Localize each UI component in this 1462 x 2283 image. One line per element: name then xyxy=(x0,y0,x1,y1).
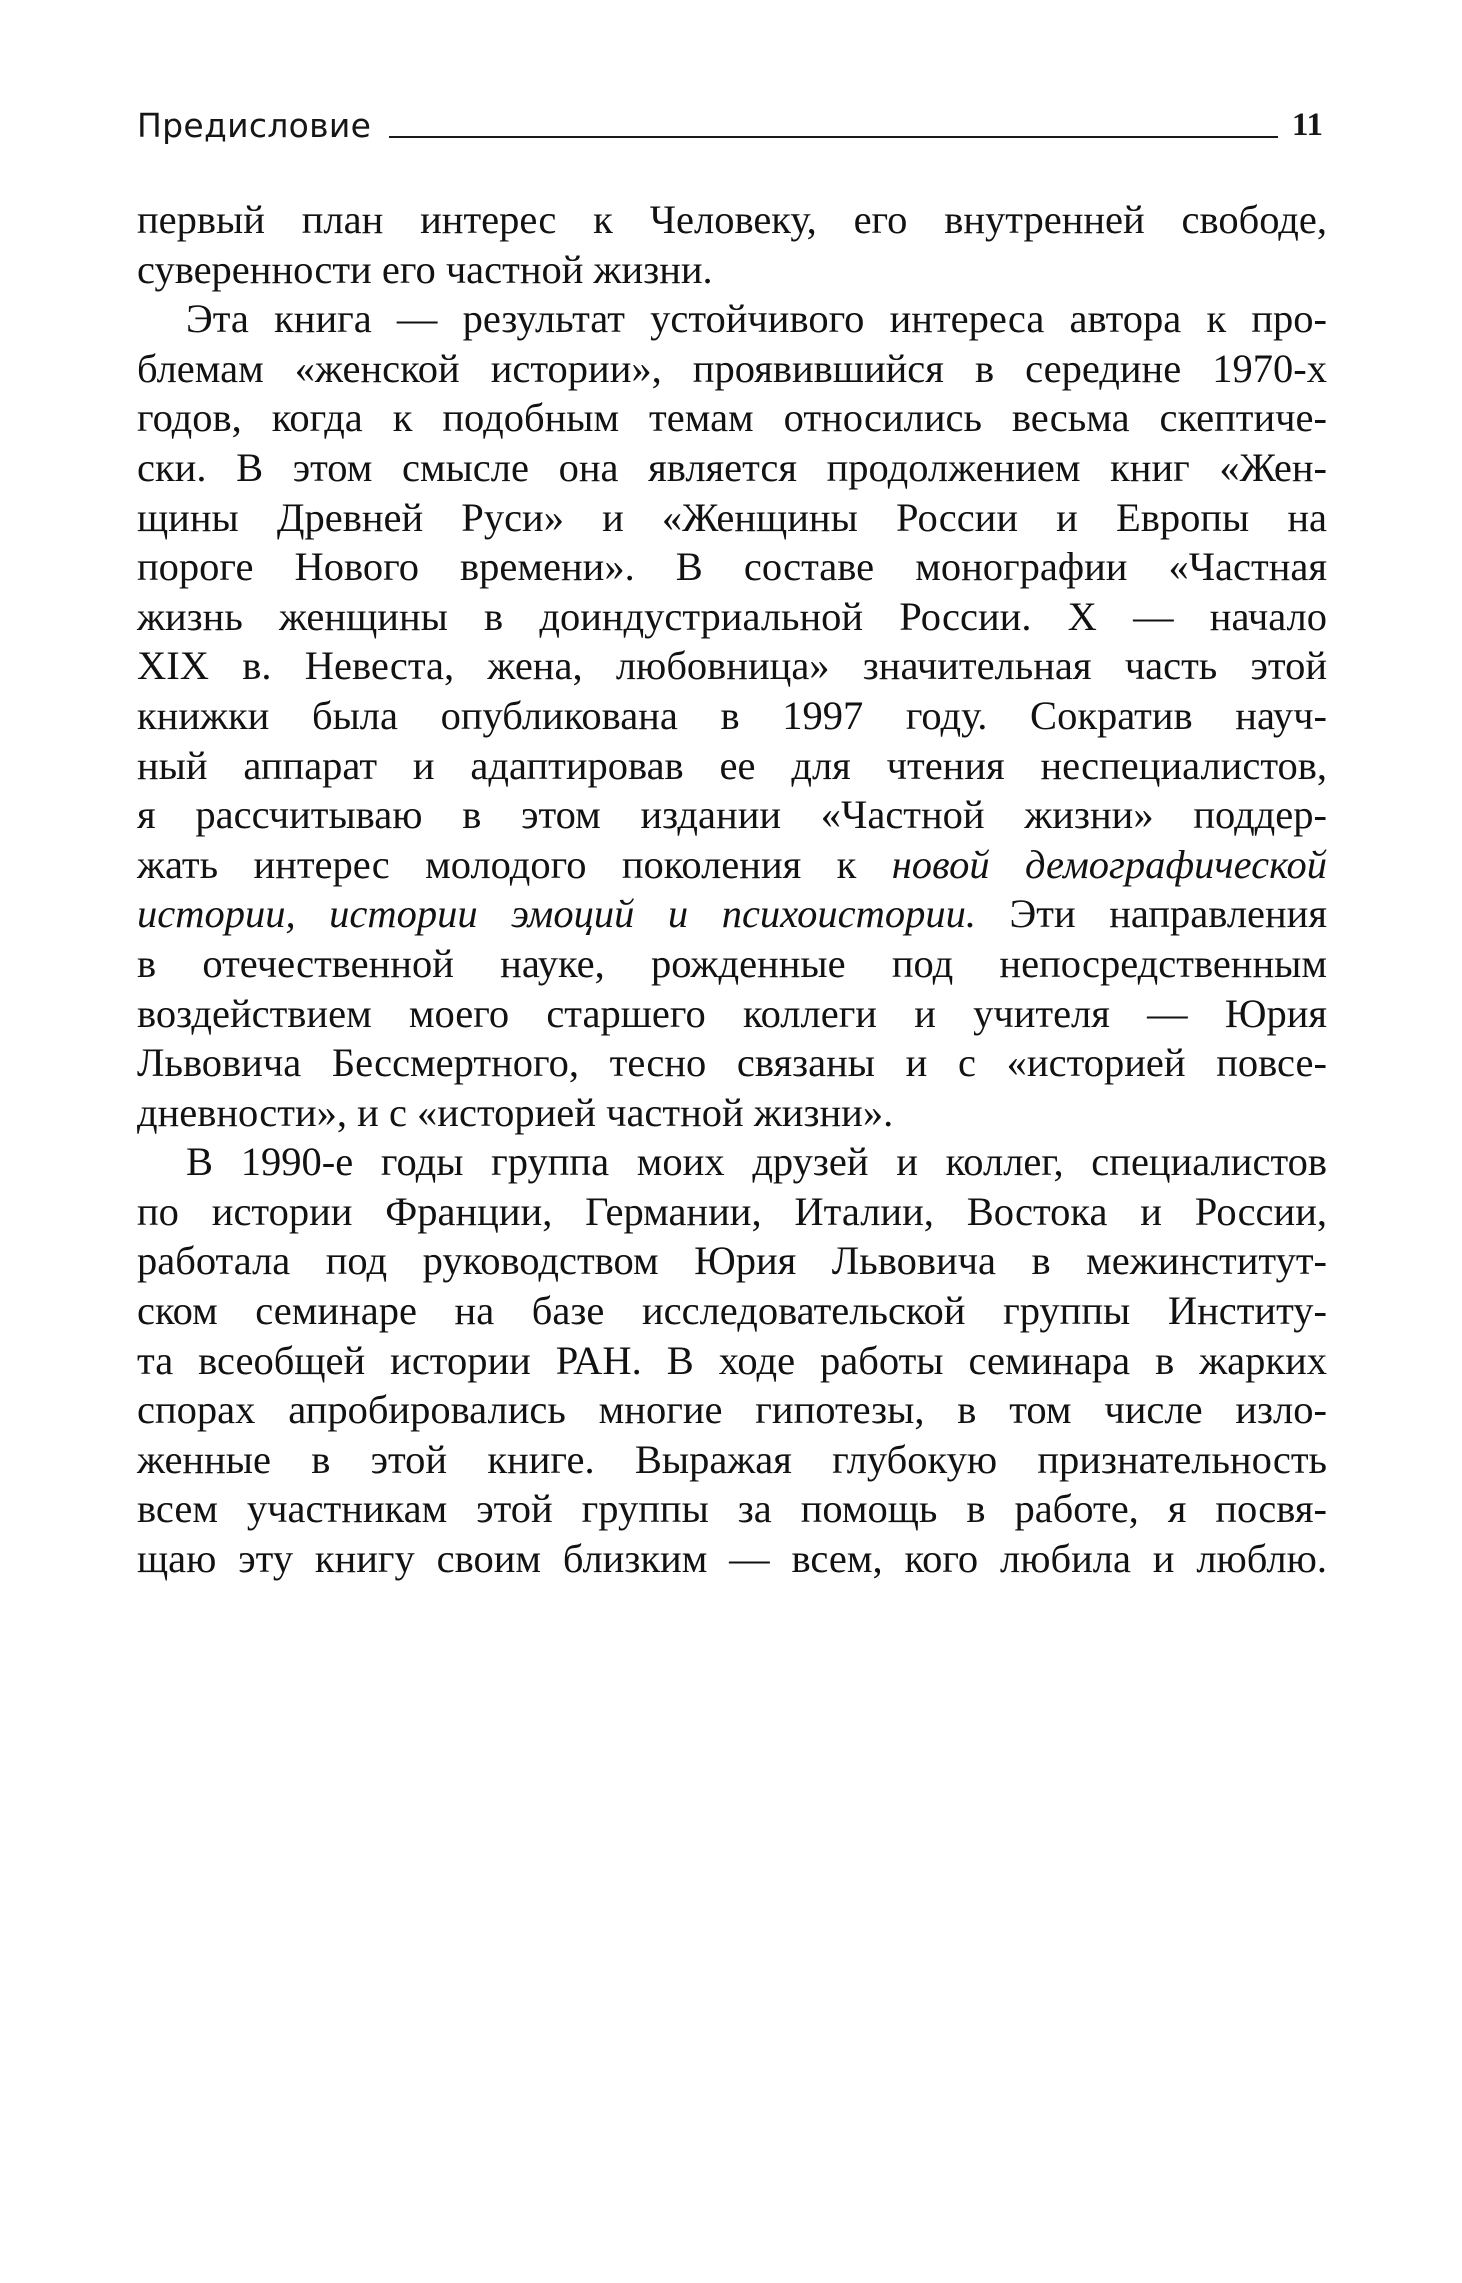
text-line: щаю эту книгу своим близким — всем, кого любила и люблю. xyxy=(137,1536,1327,1582)
text-line: В 1990-е годы группа моих друзей и коллег, специалистов xyxy=(186,1139,1327,1185)
header-rule xyxy=(389,136,1278,138)
text-line: ски. В этом смысле она является продолжением книг «Жен- xyxy=(137,444,1327,490)
text-line-mixed xyxy=(137,840,1327,890)
text-line: в отечественной науке, рожденные под непосредственным xyxy=(137,940,1327,986)
text-plain: жать интерес молодого поколения к xyxy=(137,841,892,887)
paragraph-3 xyxy=(137,1137,1327,1583)
running-header xyxy=(137,98,1323,144)
text-line: воздействием моего старшего коллеги и учителя — Юрия xyxy=(137,990,1327,1036)
body-text xyxy=(137,195,1327,1584)
running-title: Предисловие xyxy=(137,106,372,145)
text-line: Львовича Бессмертного, тесно связаны и с «историей повсе- xyxy=(137,1040,1327,1086)
text-line: Эта книга — результат устойчивого интереса автора к про- xyxy=(186,296,1327,342)
text-line: ный аппарат и адаптировав ее для чтения неспециалистов, xyxy=(137,742,1327,788)
text-line: работала под руководством Юрия Львовича в межинститут- xyxy=(137,1238,1327,1284)
text-line: блемам «женской истории», проявившийся в середине 1970-х xyxy=(137,345,1327,391)
text-line: я рассчитываю в этом издании «Частной жизни» поддер- xyxy=(137,792,1327,838)
text-plain: Эти направления xyxy=(976,891,1327,937)
text-line: суверенности его частной жизни. xyxy=(137,246,713,292)
text-line: щины Древней Руси» и «Женщины России и Европы на xyxy=(137,494,1327,540)
text-line: женные в этой книге. Выражая глубокую признательность xyxy=(137,1436,1327,1482)
text-italic: истории, истории эмоций и психоистории. xyxy=(137,891,976,937)
text-italic: новой демографической xyxy=(891,841,1327,887)
paragraph-1 xyxy=(137,195,1327,294)
text-line: первый план интерес к Человеку, его внутренней свободе, xyxy=(137,197,1327,242)
text-line: книжки была опубликована в 1997 году. Сократив науч- xyxy=(137,692,1327,738)
text-line: жизнь женщины в доиндустриальной России. X — начало xyxy=(137,593,1327,639)
paragraph-2 xyxy=(137,294,1327,1137)
text-line: та всеобщей истории РАН. В ходе работы семинара в жарких xyxy=(137,1337,1327,1383)
text-line: спорах апробировались многие гипотезы, в том числе изло- xyxy=(137,1387,1327,1433)
text-line: пороге Нового времени». В составе монографии «Частная xyxy=(137,544,1327,590)
text-line: по истории Франции, Германии, Италии, Востока и России, xyxy=(137,1188,1327,1234)
text-line: ском семинаре на базе исследовательской группы Институ- xyxy=(137,1288,1327,1334)
text-line: всем участникам этой группы за помощь в работе, я посвя- xyxy=(137,1486,1327,1532)
text-line: дневности», и с «историей частной жизни». xyxy=(137,1089,894,1135)
text-line-mixed xyxy=(137,889,1327,939)
text-line: годов, когда к подобным темам относились весьма скептиче- xyxy=(137,395,1327,441)
text-line: XIX в. Невеста, жена, любовница» значительная часть этой xyxy=(137,643,1327,689)
page-number: 11 xyxy=(1291,107,1323,143)
